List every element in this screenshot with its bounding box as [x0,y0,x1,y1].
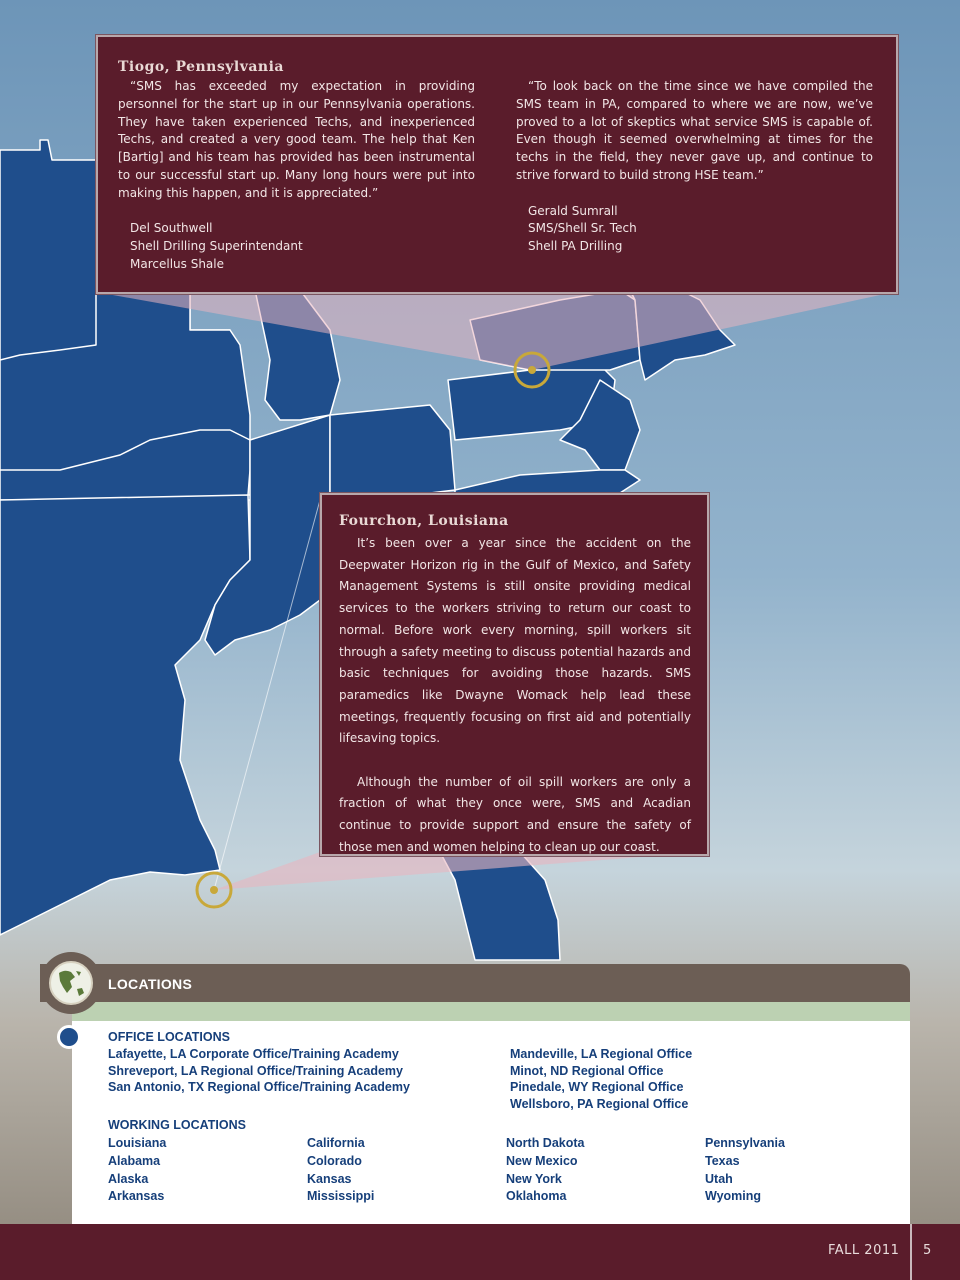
fourchon-paragraph-1: It’s been over a year since the accident on the Deepwater Horizon rig in the Gulf of Mexico, and Safety Management Systems is still onsite providing medical services to the workers striving to return our coast to normal. Before work every morning, spill workers sit through a safety meeting to discuss potential hazards and basic techniques for avoiding those hazards. SMS paramedics like Dwayne Womack help lead these meetings, frequently focusing on first aid and potentially lifesaving topics. [339,536,691,746]
list-item: Utah [705,1171,733,1186]
list-item: New Mexico [506,1153,578,1168]
map-south [0,495,250,935]
tiogo-signature-2 [516,203,873,256]
footer-divider [910,1224,912,1280]
signature-title: SMS/Shell Sr. Tech [528,221,637,236]
office-list-left [108,1046,410,1096]
signature-name: Gerald Sumrall [528,203,618,218]
signature-title: Shell Drilling Superintendant [130,239,303,254]
list-item: Alaska [108,1171,149,1186]
tiogo-quote-column-1 [118,78,475,274]
list-item: Lafayette, LA Corporate Office/Training Academy [108,1047,399,1061]
signature-org: Marcellus Shale [130,256,224,271]
list-item: North Dakota [506,1136,585,1150]
list-item: Oklahoma [506,1189,567,1204]
list-item: Wellsboro, PA Regional Office [510,1096,689,1111]
tiogo-quote-column-2 [516,78,873,256]
locations-title: LOCATIONS [108,976,193,992]
list-item: Pennsylvania [705,1136,785,1150]
fourchon-paragraph-2: Although the number of oil spill workers are only a fraction of what they once were, SMS and Acadian continue to provide support and ensure the safety of those men and women helping to clean up our coast. [339,774,691,854]
globe-icon [49,961,93,1005]
office-bullet-icon [57,1025,81,1049]
list-item: Minot, ND Regional Office [510,1063,664,1078]
list-item: Arkansas [108,1189,165,1204]
fourchon-callout [320,493,709,856]
map-ohio-valley [330,405,455,495]
fourchon-body [339,533,691,859]
working-list-col-2 [307,1135,374,1206]
tiogo-quote-1: “SMS has exceeded my expectation in providing personnel for the start up in our Pennsylvania operations. They have taken experienced Techs, and inexperienced Techs, and created a very good team. The help that Ken [Bartig] and his team has provided has been instrumental to our successful start up. Many long hours were put into making this happen, and it is appreciated.” [118,79,475,200]
locations-band [72,1002,910,1021]
page-footer [0,1224,960,1280]
working-list-col-4 [705,1135,785,1206]
list-item: Colorado [307,1153,362,1168]
office-list-right [510,1046,692,1112]
list-item: Mandeville, LA Regional Office [510,1047,693,1061]
tiogo-quote-2: “To look back on the time since we have compiled the SMS team in PA, compared to where we are now, we’ve proved to a lot of skeptics what service SMS is capable of. Even though it seemed overwhelming at times for the techs in the field, they never gave up, and continue to strive forward to build strong HSE team.” [516,79,873,182]
list-item: New York [506,1171,562,1186]
list-item: Texas [705,1153,740,1168]
list-item: Wyoming [705,1189,762,1204]
list-item: Mississippi [307,1189,375,1204]
map-carolina-coast [455,470,640,493]
list-item: Kansas [307,1171,352,1186]
list-item: San Antonio, TX Regional Office/Training Academy [108,1080,410,1094]
list-item: Louisiana [108,1136,167,1150]
issue-label: FALL 2011 [828,1243,900,1258]
tiogo-signature-1 [118,220,475,273]
signature-name: Del Southwell [130,221,213,236]
list-item: Alabama [108,1153,161,1168]
list-item: California [307,1136,365,1150]
working-locations-heading: WORKING LOCATIONS [108,1118,246,1132]
signature-org: Shell PA Drilling [528,239,623,254]
tiogo-callout [96,35,898,294]
fourchon-title: Fourchon, Louisiana [339,513,509,529]
list-item: Shreveport, LA Regional Office/Training Academy [108,1063,403,1078]
page-number: 5 [923,1243,932,1258]
working-list-col-1 [108,1135,166,1206]
office-locations-heading: OFFICE LOCATIONS [108,1030,230,1044]
list-item: Pinedale, WY Regional Office [510,1080,684,1094]
working-list-col-3 [506,1135,584,1206]
tiogo-title: Tiogo, Pennsylvania [118,59,284,75]
